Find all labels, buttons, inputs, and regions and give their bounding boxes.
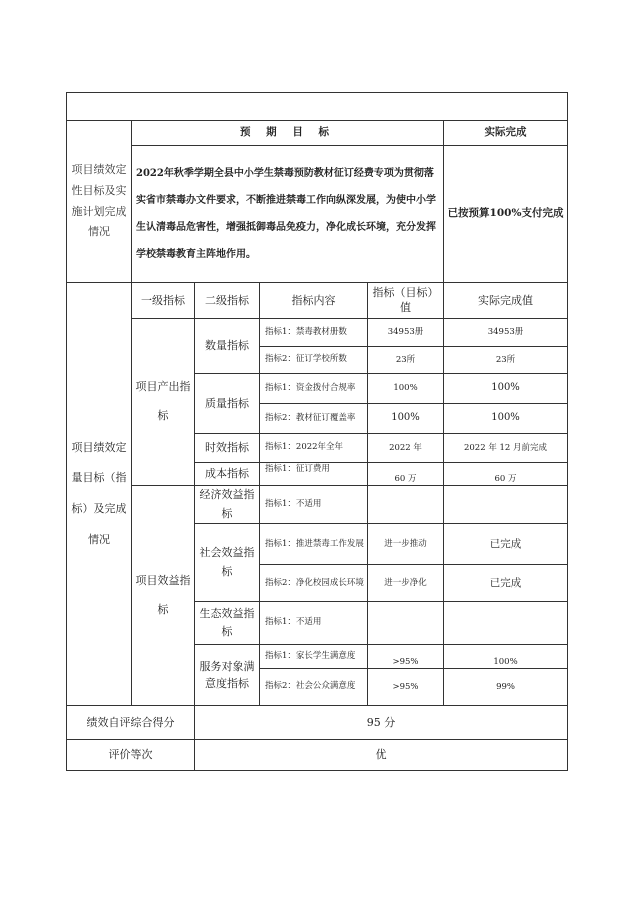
group-name: 时效指标 bbox=[195, 434, 260, 463]
indicator-content: 指标1：资金拨付合规率 bbox=[260, 374, 368, 404]
indicator-actual: 100% bbox=[444, 645, 568, 669]
header-content: 指标内容 bbox=[260, 283, 368, 319]
indicator-actual: 23所 bbox=[444, 347, 568, 374]
quantitative-label: 项目绩效定量目标（指标）及完成情况 bbox=[67, 283, 132, 706]
benefit-label: 项目效益指标 bbox=[132, 486, 195, 706]
indicator-target bbox=[368, 602, 444, 645]
indicator-actual: 34953册 bbox=[444, 319, 568, 347]
indicator-actual: 2022 年 12 月前完成 bbox=[444, 434, 568, 463]
output-label: 项目产出指标 bbox=[132, 319, 195, 486]
indicator-content: 指标2：教材征订覆盖率 bbox=[260, 404, 368, 434]
group-name: 经济效益指标 bbox=[195, 486, 260, 524]
expected-header: 预 期 目 标 bbox=[132, 121, 444, 146]
actual-header: 实际完成 bbox=[444, 121, 568, 146]
qualitative-label: 项目绩效定性目标及实施计划完成情况 bbox=[67, 121, 132, 283]
grade-label: 评价等次 bbox=[67, 740, 195, 771]
group-name: 服务对象满意度指标 bbox=[195, 645, 260, 706]
score-value: 95 分 bbox=[195, 706, 568, 740]
indicator-content: 指标2：征订学校所数 bbox=[260, 347, 368, 374]
group-name: 质量指标 bbox=[195, 374, 260, 434]
indicator-target: 34953册 bbox=[368, 319, 444, 347]
header-level2: 二级指标 bbox=[195, 283, 260, 319]
actual-text: 已按预算100%支付完成 bbox=[444, 146, 568, 283]
score-label: 绩效自评综合得分 bbox=[67, 706, 195, 740]
group-name: 社会效益指标 bbox=[195, 524, 260, 602]
indicator-target: 100% bbox=[368, 404, 444, 434]
indicator-actual: 100% bbox=[444, 404, 568, 434]
indicator-target: >95% bbox=[368, 669, 444, 706]
indicator-target: 23所 bbox=[368, 347, 444, 374]
indicator-content: 指标2：社会公众满意度 bbox=[260, 669, 368, 706]
group-name: 生态效益指标 bbox=[195, 602, 260, 645]
indicator-target: 100% bbox=[368, 374, 444, 404]
indicator-content: 指标1：家长学生满意度 bbox=[260, 645, 368, 669]
header-actual: 实际完成值 bbox=[444, 283, 568, 319]
expected-text: 2022年秋季学期全县中小学生禁毒预防教材征订经费专项为贯彻落实省市禁毒办文件要求，不断推进禁毒工作向纵深发展，为使中小学生认清毒品危害性，增强抵御毒品免疫力，净化成长环境，充分发挥学校禁毒教育主阵地作用。 bbox=[132, 146, 444, 283]
indicator-content: 指标1：2022年全年 bbox=[260, 434, 368, 463]
indicator-target bbox=[368, 486, 444, 524]
indicator-content: 指标1：不适用 bbox=[260, 602, 368, 645]
indicator-target: 进一步推动 bbox=[368, 524, 444, 565]
indicator-target: 进一步净化 bbox=[368, 565, 444, 602]
header-level1: 一级指标 bbox=[132, 283, 195, 319]
indicator-actual bbox=[444, 602, 568, 645]
indicator-content: 指标1：推进禁毒工作发展 bbox=[260, 524, 368, 565]
indicator-actual: 已完成 bbox=[444, 565, 568, 602]
indicator-target: >95% bbox=[368, 645, 444, 669]
empty-title-row bbox=[67, 93, 568, 121]
indicator-actual: 100% bbox=[444, 374, 568, 404]
indicator-content: 指标1：禁毒教材册数 bbox=[260, 319, 368, 347]
group-name: 数量指标 bbox=[195, 319, 260, 374]
indicator-content: 指标2：净化校园成长环境 bbox=[260, 565, 368, 602]
indicator-content: 指标1：不适用 bbox=[260, 486, 368, 524]
indicator-content: 指标1：征订费用 bbox=[260, 463, 368, 486]
indicator-actual: 已完成 bbox=[444, 524, 568, 565]
indicator-actual: 99% bbox=[444, 669, 568, 706]
performance-table bbox=[66, 92, 568, 771]
header-target: 指标（目标）值 bbox=[368, 283, 444, 319]
indicator-actual bbox=[444, 486, 568, 524]
indicator-actual: 60 万 bbox=[444, 463, 568, 486]
grade-value: 优 bbox=[195, 740, 568, 771]
group-name: 成本指标 bbox=[195, 463, 260, 486]
indicator-target: 60 万 bbox=[368, 463, 444, 486]
indicator-target: 2022 年 bbox=[368, 434, 444, 463]
